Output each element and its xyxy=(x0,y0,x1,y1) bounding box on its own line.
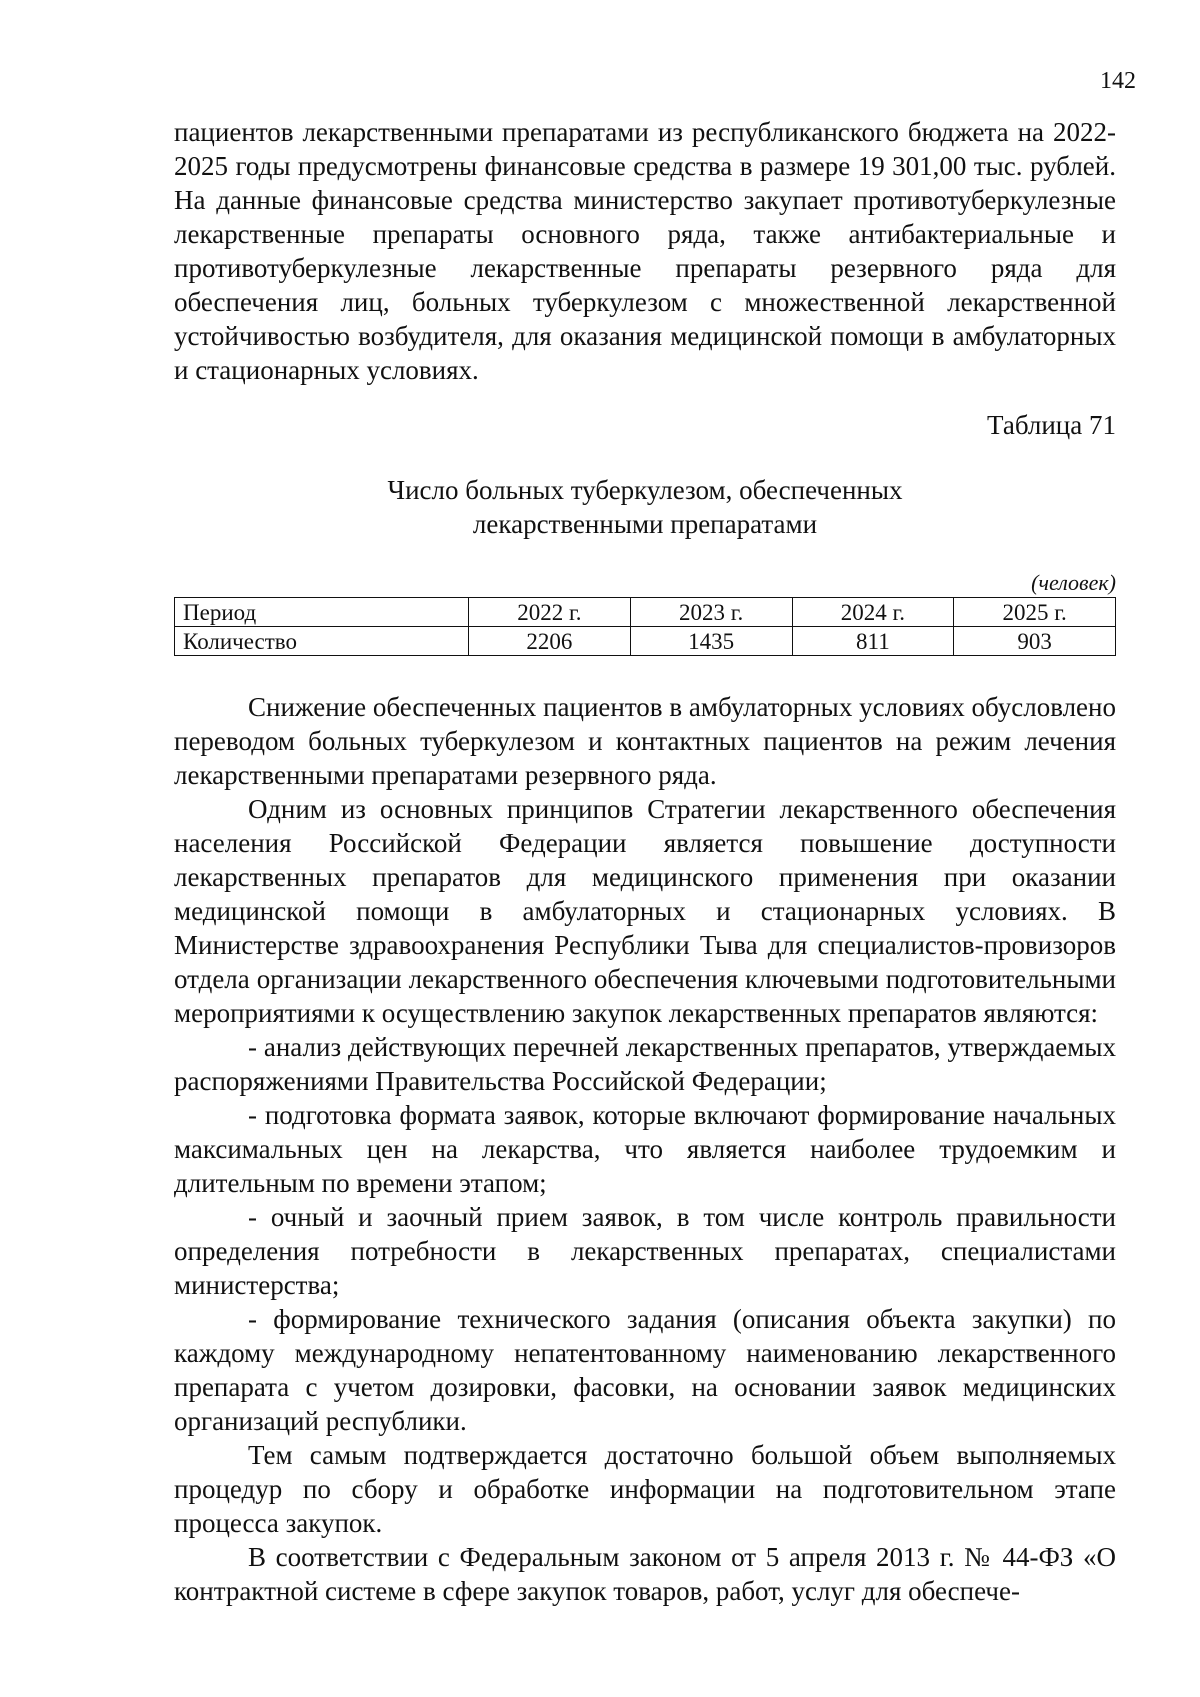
header-cell-2024: 2024 г. xyxy=(792,598,954,627)
header-cell-period: Период xyxy=(175,598,469,627)
table-label: Таблица 71 xyxy=(987,410,1116,440)
table-header-row xyxy=(175,598,1116,627)
table-title-line-1: Число больных туберкулезом, обеспеченных xyxy=(387,475,903,505)
paragraph-reduction: Снижение обеспеченных пациентов в амбулаторных условиях обусловлено переводом больных туберкулезом и контактных пациентов на режим лечения лекарственными препаратами резервного ряда. xyxy=(174,692,1116,790)
row-cell-2022: 2206 xyxy=(469,627,631,656)
patients-table xyxy=(174,597,1116,656)
body-text-block xyxy=(174,690,1116,1608)
paragraph-federal-law: В соответствии с Федеральным законом от 5 апреля 2013 г. № 44-ФЗ «О контрактной системе в сфере закупок товаров, работ, услуг для обеспече- xyxy=(174,1542,1116,1606)
intro-paragraph: пациентов лекарственными препаратами из республиканского бюджета на 2022-2025 годы предусмотрены финансовые средства в размере 19 301,00 тыс. рублей. На данные финансовые средства министерство закупает противотуберкулезные лекарственные препараты основного ряда, также антибактериальные и противотуберкулезные лекарственные препараты резервного ряда для обеспечения лиц, больных туберкулезом с множественной лекарственной устойчивостью возбудителя, для оказания медицинской помощи в амбулаторных и стационарных условиях. xyxy=(174,117,1116,385)
table-title-line-2: лекарственными препаратами xyxy=(472,509,818,539)
table-row xyxy=(175,627,1116,656)
paragraph-strategy: Одним из основных принципов Стратегии лекарственного обеспечения населения Российской Федерации является повышение доступности лекарственных препаратов для медицинского применения при оказании медицинской помощи в амбулаторных и стационарных условиях. В Министерстве здравоохранения Республики Тыва для специалистов-провизоров отдела организации лекарственного обеспечения ключевыми подготовительными мероприятиями к осуществлению закупок лекарственных препаратов являются: xyxy=(174,794,1116,1028)
list-item-analysis: - анализ действующих перечней лекарственных препаратов, утверждаемых распоряжениями Правительства Российской Федерации; xyxy=(174,1032,1116,1096)
list-item-format: - подготовка формата заявок, которые включают формирование начальных максимальных цен на лекарства, что является наиболее трудоемким и длительным по времени этапом; xyxy=(174,1100,1116,1198)
header-cell-2023: 2023 г. xyxy=(630,598,792,627)
intro-text-block xyxy=(174,115,1116,387)
row-cell-2025: 903 xyxy=(954,627,1116,656)
header-cell-2025: 2025 г. xyxy=(954,598,1116,627)
header-cell-2022: 2022 г. xyxy=(469,598,631,627)
paragraph-procedures: Тем самым подтверждается достаточно большой объем выполняемых процедур по сбору и обработке информации на подготовительном этапе процесса закупок. xyxy=(174,1440,1116,1538)
list-item-specification: - формирование технического задания (описания объекта закупки) по каждому международному непатентованному наименованию лекарственного препарата с учетом дозировки, фасовки, на основании заявок медицинских организаций республики. xyxy=(174,1304,1116,1436)
table-unit: (человек) xyxy=(1031,570,1116,595)
list-item-reception: - очный и заочный прием заявок, в том числе контроль правильности определения потребности в лекарственных препаратах, специалистами министерства; xyxy=(174,1202,1116,1300)
page-number: 142 xyxy=(1100,68,1136,94)
row-cell-2024: 811 xyxy=(792,627,954,656)
row-cell-label: Количество xyxy=(175,627,469,656)
row-cell-2023: 1435 xyxy=(630,627,792,656)
table-title xyxy=(174,473,1116,541)
